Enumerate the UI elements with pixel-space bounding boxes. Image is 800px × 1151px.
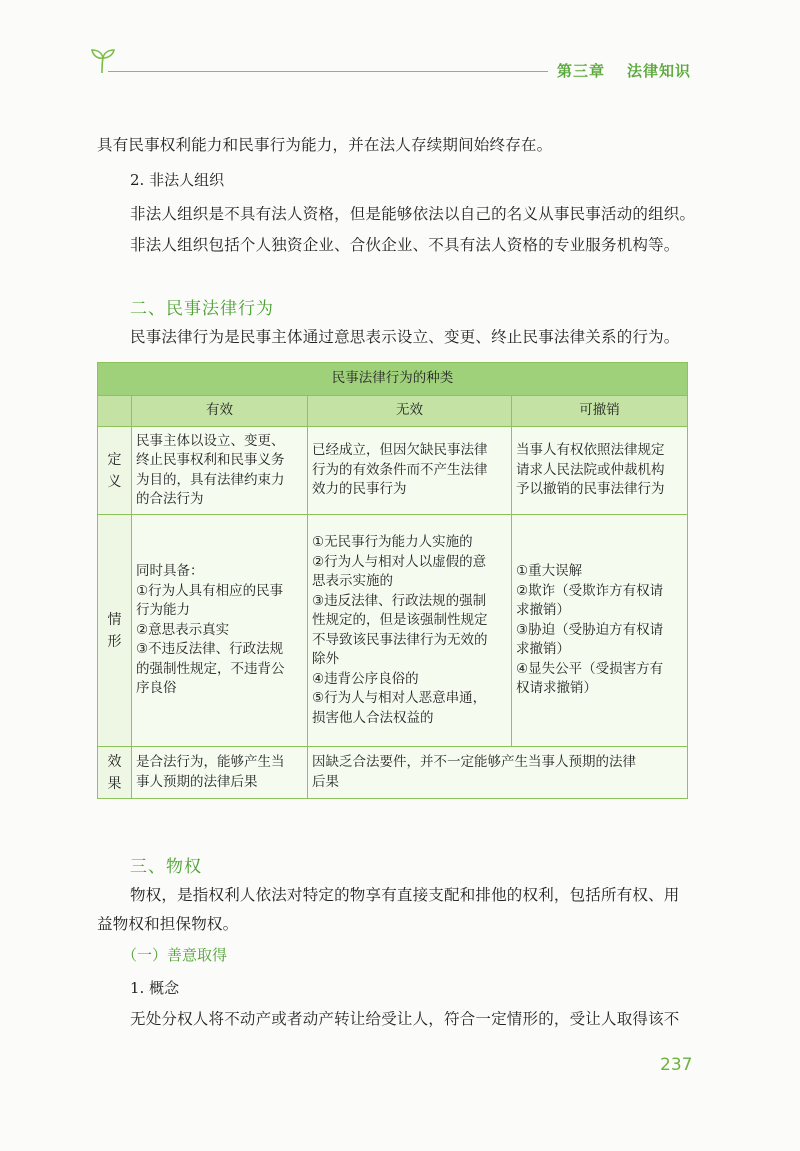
cell-circumstances-revocable: ①重大误解 ②欺诈（受欺诈方有权请 求撤销） ③胁迫（受胁迫方有权请 求撤销） ④显失公平（受损害方有 权请求撤销） <box>512 515 688 747</box>
row-label-definition: 定 义 <box>98 427 132 515</box>
row-label-effect: 效 果 <box>98 747 132 799</box>
column-header-revocable: 可撤销 <box>512 396 688 427</box>
paragraph-non-legal-2: 非法人组织包括个人独资企业、合伙企业、不具有法人资格的专业服务机构等。 <box>130 236 680 254</box>
paragraph-concept: 无处分权人将不动产或者动产转让给受让人，符合一定情形的，受让人取得该不 <box>130 1010 680 1028</box>
paragraph-non-legal-1: 非法人组织是不具有法人资格，但是能够依法以自己的名义从事民事活动的组织。 <box>130 205 696 223</box>
table-title: 民事法律行为的种类 <box>98 363 688 396</box>
paragraph-continuation: 具有民事权利能力和民事行为能力，并在法人存续期间始终存在。 <box>97 136 553 154</box>
paragraph-civil-juristic-intro: 民事法律行为是民事主体通过意思表示设立、变更、终止民事法律关系的行为。 <box>130 328 680 346</box>
cell-definition-void: 已经成立，但因欠缺民事法律 行为的有效条件而不产生法律 效力的民事行为 <box>308 427 512 515</box>
table-corner-cell <box>98 396 132 427</box>
juristic-acts-table <box>97 362 688 799</box>
heading-non-legal-org: 2. 非法人组织 <box>130 171 225 189</box>
page-number: 237 <box>660 1055 693 1075</box>
heading-concept: 1. 概念 <box>130 979 180 997</box>
paragraph-property-rights-line2: 益物权和担保物权。 <box>97 915 239 933</box>
cell-definition-valid: 民事主体以设立、变更、 终止民事权利和民事义务 为目的，具有法律约束力 的合法行为 <box>132 427 308 515</box>
cell-definition-revocable: 当事人有权依照法律规定 请求人民法院或仲裁机构 予以撤销的民事法律行为 <box>512 427 688 515</box>
cell-effect-void-revocable: 因缺乏合法要件，并不一定能够产生当事人预期的法律 后果 <box>308 747 688 799</box>
cell-effect-valid: 是合法行为，能够产生当 事人预期的法律后果 <box>132 747 308 799</box>
chapter-label: 第三章 <box>557 62 606 80</box>
row-label-circumstances: 情 形 <box>98 515 132 747</box>
section-title-property-rights: 三、物权 <box>130 857 202 877</box>
header-rule <box>108 71 548 72</box>
topic-label: 法律知识 <box>627 62 692 80</box>
column-header-valid: 有效 <box>132 396 308 427</box>
subsection-title-good-faith: （一）善意取得 <box>122 946 228 964</box>
column-header-void: 无效 <box>308 396 512 427</box>
section-title-civil-juristic-acts: 二、民事法律行为 <box>130 299 274 319</box>
cell-circumstances-void: ①无民事行为能力人实施的 ②行为人与相对人以虚假的意 思表示实施的 ③违反法律、行政法规的强制 性规定的，但是该强制性规定 不导致该民事法律行为无效的 除外 ④违背公序良俗的 ⑤行为人与相对人恶意串通， 损害他人合法权益的 <box>308 515 512 747</box>
paragraph-property-rights-line1: 物权，是指权利人依法对特定的物享有直接支配和排他的权利，包括所有权、用 <box>130 886 680 904</box>
running-header <box>557 60 691 81</box>
cell-circumstances-valid: 同时具备： ①行为人具有相应的民事 行为能力 ②意思表示真实 ③不违反法律、行政法规 的强制性规定，不违背公 序良俗 <box>132 515 308 747</box>
